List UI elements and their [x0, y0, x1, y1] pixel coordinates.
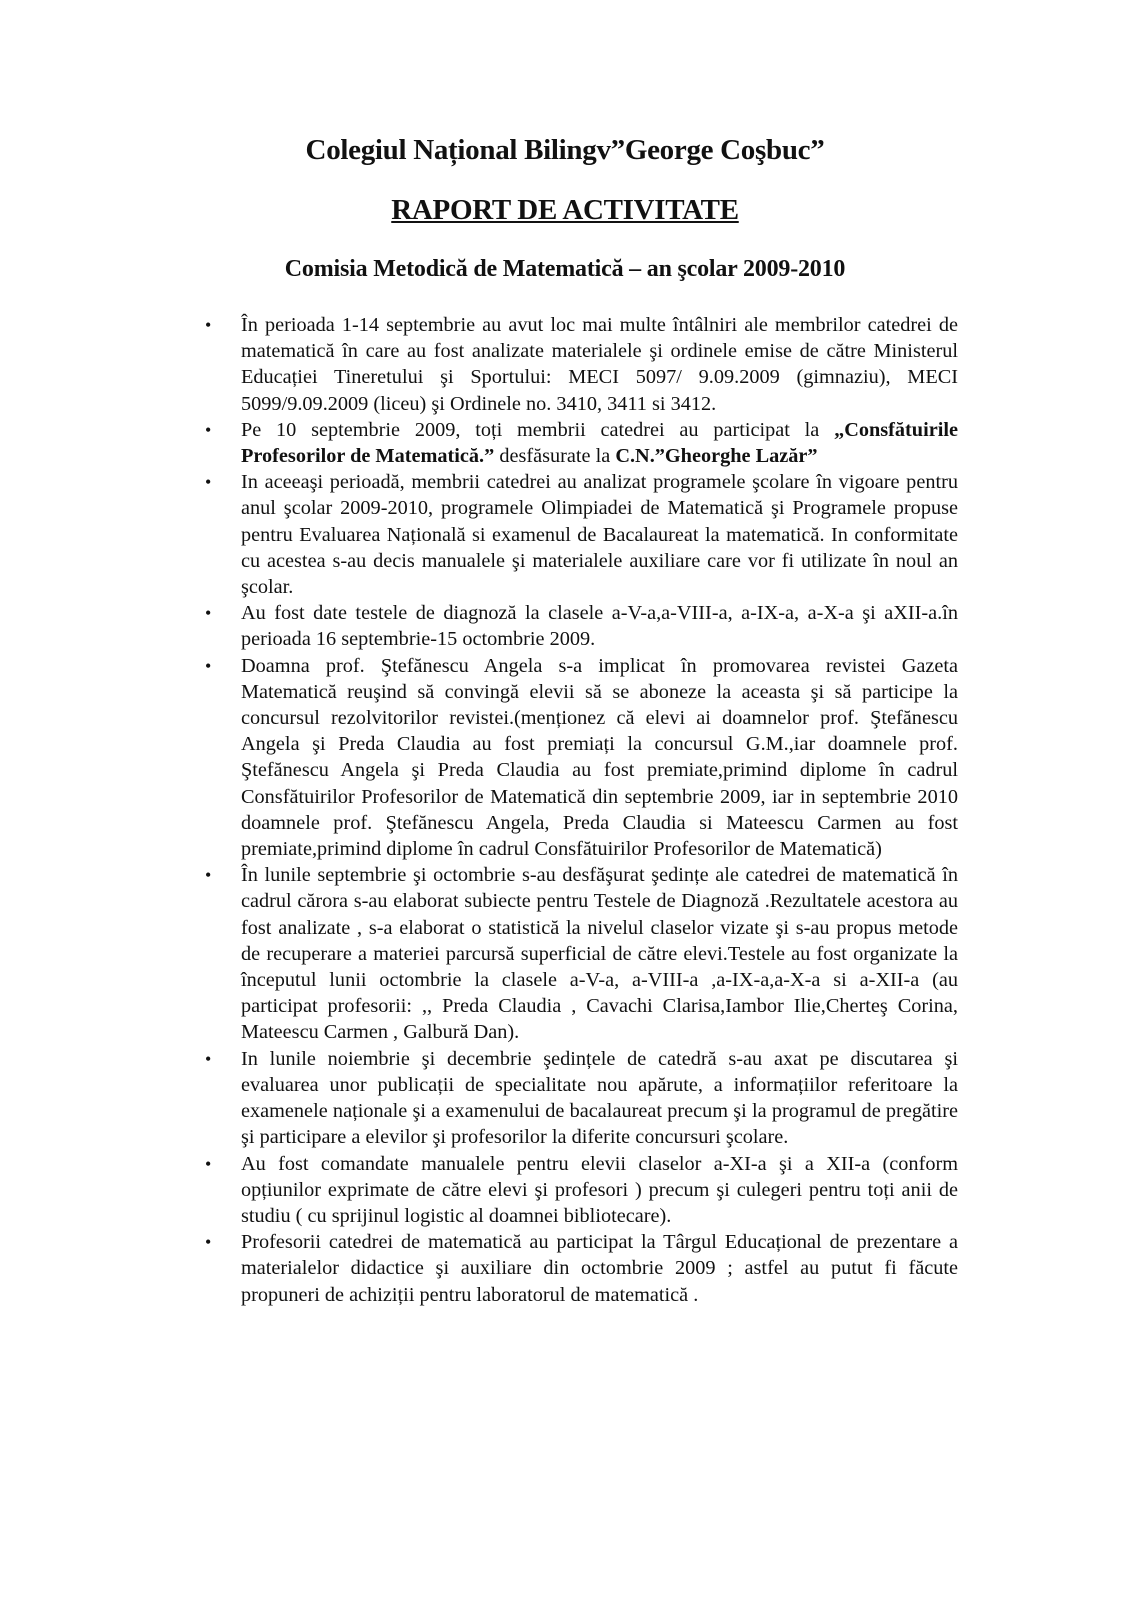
list-item	[202, 1229, 958, 1308]
list-item-text: Pe 10 septembrie 2009, toți membrii catedrei au participat la	[241, 418, 835, 441]
list-item-text: Au fost date testele de diagnoză la clasele a-V-a,a-VIII-a, a-IX-a, a-X-a şi aXII-a.în perioada 16 septembrie-15 octombrie 2009.	[241, 602, 958, 651]
list-item	[202, 1151, 958, 1230]
list-item-text: Doamna prof. Ştefănescu Angela s-a implicat în promovarea revistei Gazeta Matematică reuşind să convingă elevii să se aboneze la aceasta şi să participe la concursul rezolvitorilor revistei.(menționez că elevi ai doamnelor prof. Ştefănescu Angela şi Preda Claudia au fost premiați la concursul G.M.,iar doamnele prof. Ştefănescu Angela şi Preda Claudia au fost premiate,primind diplome în cadrul Consfătuirilor Profesorilor de Matematică din septembrie 2009, iar in septembrie 2010 doamnele prof. Ştefănescu Angela, Preda Claudia si Mateescu Carmen au fost premiate,primind diplome în cadrul Consfătuirilor Profesorilor de Matematică)	[241, 654, 958, 861]
report-heading: RAPORT DE ACTIVITATE	[391, 194, 739, 226]
list-item	[202, 469, 958, 600]
bullet-icon: •	[205, 865, 212, 886]
list-item	[202, 1046, 958, 1151]
list-item	[202, 312, 958, 417]
list-item-text: Profesorii catedrei de matematică au participat la Târgul Educațional de prezentare a materialelor didactice şi auxiliare din octombrie 2009 ; astfel au putut fi făcute propuneri de achiziții pentru laboratorul de matematică .	[241, 1231, 958, 1306]
list-item	[202, 417, 958, 469]
list-item-text: In lunile noiembrie şi decembrie şedințele de catedră s-au axat pe discutarea şi evaluarea unor publicații de specialitate nou apărute, a informațiilor referitoare la examenele naționale şi a examenului de bacalaureat precum şi la programul de pregătire şi participare a elevilor şi profesorilor la diferite concursuri şcolare.	[241, 1047, 958, 1149]
bullet-icon: •	[205, 419, 212, 440]
list-item-text: desfăsurate la	[494, 445, 616, 468]
list-item	[202, 600, 958, 652]
bullet-icon: •	[205, 655, 212, 676]
list-item-text: Au fost comandate manualele pentru elevii claselor a-XI-a şi a XII-a (conform opțiunilor exprimate de către elevi şi profesori ) precum şi culegeri pentru toți anii de studiu ( cu sprijinul logistic al doamnei bibliotecare).	[241, 1152, 958, 1227]
bullet-icon: •	[205, 1153, 212, 1174]
bullet-icon: •	[205, 315, 212, 335]
list-item-bold-text: C.N.”Gheorghe Lazăr”	[615, 445, 818, 468]
list-item-text: In aceeaşi perioadă, membrii catedrei au analizat programele şcolare în vigoare pentru anul şcolar 2009-2010, programele Olimpiadei de Matematică şi Programele propuse pentru Evaluarea Națională si examenul de Bacalaureat la matematică. In conformitate cu acestea s-au decis manualele şi materialele auxiliare care vor fi utilizate în noul an şcolar.	[241, 471, 958, 599]
bullet-icon: •	[205, 472, 212, 493]
list-item-text: În perioada 1-14 septembrie au avut loc mai multe întâlniri ale membrilor catedrei de matematică în care au fost analizate materialele şi ordinele emise de către Ministerul Educației Tineretului şi Sportului: MECI 5097/ 9.09.2009 (gimnaziu), MECI 5099/9.09.2009 (liceu) şi Ordinele no. 3410, 3411 si 3412.	[241, 314, 958, 415]
bullet-icon: •	[205, 603, 212, 624]
activity-list	[202, 312, 958, 1308]
school-name-title: Colegiul Național Bilingv”George Coşbuc”	[305, 134, 825, 166]
list-item-text: În lunile septembrie şi octombrie s-au desfăşurat şedințe ale catedrei de matematică în cadrul cărora s-au elaborat subiecte pentru Testele de Diagnoză .Rezultatele acestora au fost analizate , s-a elaborat o statistică la nivelul claselor vizate şi s-au propus metode de recuperare a materiei parcursă superficial de către elevi.Testele au fost organizate la începutul lunii octombrie la clasele a-V-a, a-VIII-a ,a-IX-a,a-X-a si a-XII-a (au participat profesorii: ,, Preda Claudia , Cavachi Clarisa,Iambor Ilie,Cherteş Corina, Mateescu Carmen , Galbură Dan).	[241, 864, 958, 1044]
bullet-icon: •	[205, 1048, 212, 1069]
list-item	[202, 653, 958, 863]
commission-subheading: Comisia Metodică de Matematică – an şcolar 2009-2010	[284, 256, 846, 282]
bullet-icon: •	[205, 1232, 212, 1253]
list-item	[202, 862, 958, 1045]
list-item-bold-text: „Consfătuirile Profesorilor de Matematică.”	[241, 418, 958, 468]
